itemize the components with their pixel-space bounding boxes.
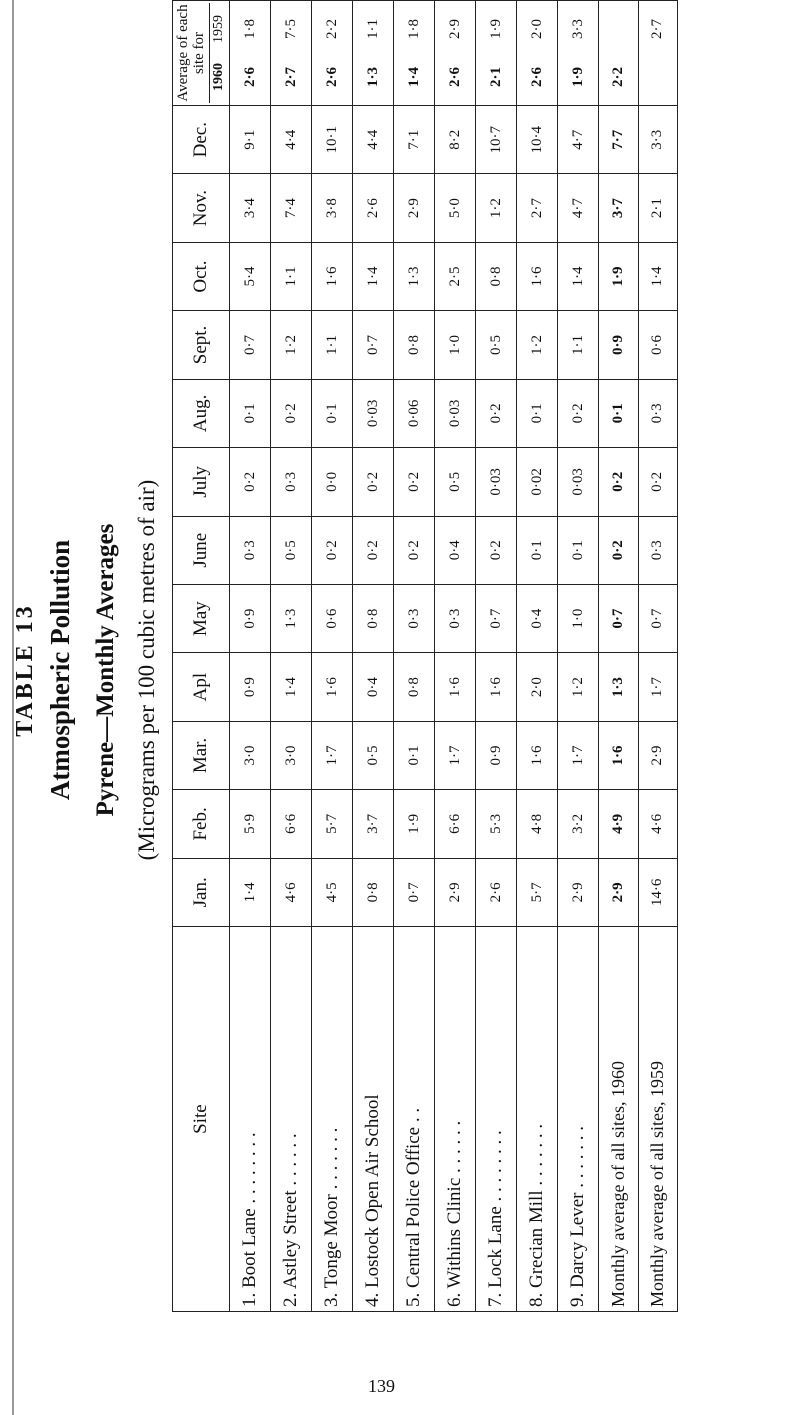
month-value: 0·7 xyxy=(599,584,638,652)
table-label: TABLE 13 xyxy=(12,603,38,737)
month-value: 0·7 xyxy=(638,584,677,652)
header-month: Feb. xyxy=(173,790,230,858)
month-value: 1·2 xyxy=(558,653,599,721)
average-1960-value: 2·6 xyxy=(241,66,258,87)
header-site: Site xyxy=(173,927,230,1312)
table-row xyxy=(517,1,558,1312)
month-value: 4·8 xyxy=(517,790,558,858)
month-value: 2·6 xyxy=(476,858,517,926)
month-value: 1·1 xyxy=(558,311,599,379)
header-month: July xyxy=(173,448,230,516)
average-year-1959: 1959 xyxy=(211,15,226,44)
month-value: 1·6 xyxy=(517,721,558,789)
table-row xyxy=(435,1,476,1312)
month-value: 4·7 xyxy=(558,105,599,173)
month-value: 0·5 xyxy=(435,448,476,516)
month-value: 2·9 xyxy=(394,174,435,242)
month-value: 1·4 xyxy=(271,653,312,721)
average-cell xyxy=(312,1,353,106)
month-value: 0·3 xyxy=(271,448,312,516)
month-value: 3·3 xyxy=(638,105,677,173)
month-value: 0·9 xyxy=(230,653,271,721)
month-value: 7·4 xyxy=(271,174,312,242)
month-value: 2·0 xyxy=(517,653,558,721)
month-value: 1·2 xyxy=(476,174,517,242)
month-value: 5·0 xyxy=(435,174,476,242)
average-cell xyxy=(435,1,476,106)
average-cell xyxy=(638,1,677,106)
month-value: 0·4 xyxy=(435,516,476,584)
summary-row xyxy=(599,1,638,1312)
month-value: 3·0 xyxy=(271,721,312,789)
month-value: 0·06 xyxy=(394,379,435,447)
month-value: 5·7 xyxy=(312,790,353,858)
month-value: 1·4 xyxy=(558,242,599,310)
site-name: 9. Darcy Lever . . . . . . . xyxy=(558,927,599,1312)
month-value: 3·4 xyxy=(230,174,271,242)
average-cell xyxy=(517,1,558,106)
table-row xyxy=(271,1,312,1312)
month-value: 10·4 xyxy=(517,105,558,173)
site-name: Monthly average of all sites, 1960 xyxy=(599,927,638,1312)
month-value: 5·9 xyxy=(230,790,271,858)
table-row xyxy=(394,1,435,1312)
month-value: 0·2 xyxy=(394,448,435,516)
month-value: 0·2 xyxy=(394,516,435,584)
month-value: 1·2 xyxy=(517,311,558,379)
month-value: 1·6 xyxy=(517,242,558,310)
average-cell xyxy=(230,1,271,106)
average-cell xyxy=(394,1,435,106)
average-1960-value: 2·1 xyxy=(487,66,504,87)
month-value: 9·1 xyxy=(230,105,271,173)
site-name: 7. Lock Lane . . . . . . . . xyxy=(476,927,517,1312)
month-value: 0·7 xyxy=(353,311,394,379)
average-cell xyxy=(599,1,638,106)
month-value: 1·7 xyxy=(558,721,599,789)
month-value: 0·3 xyxy=(230,516,271,584)
average-1960-value: 2·7 xyxy=(282,66,299,87)
average-1960-value: 2·6 xyxy=(446,66,463,87)
month-value: 0·1 xyxy=(230,379,271,447)
month-value: 0·2 xyxy=(271,379,312,447)
month-value: 1·7 xyxy=(435,721,476,789)
month-value: 1·0 xyxy=(558,584,599,652)
month-value: 0·02 xyxy=(517,448,558,516)
average-1959-value: 1·1 xyxy=(364,19,381,40)
month-value: 0·7 xyxy=(476,584,517,652)
month-value: 0·9 xyxy=(599,311,638,379)
average-cell xyxy=(476,1,517,106)
month-value: 4·4 xyxy=(271,105,312,173)
month-value: 0·5 xyxy=(353,721,394,789)
month-value: 2·5 xyxy=(435,242,476,310)
month-value: 0·5 xyxy=(271,516,312,584)
month-value: 0·2 xyxy=(230,448,271,516)
average-1960-value: 1·3 xyxy=(364,66,381,87)
average-1960-value: 2·6 xyxy=(528,66,545,87)
month-value: 6·6 xyxy=(435,790,476,858)
month-value: 0·8 xyxy=(353,858,394,926)
header-average xyxy=(173,1,230,106)
header-month: Sept. xyxy=(173,311,230,379)
month-value: 0·3 xyxy=(638,379,677,447)
month-value: 0·2 xyxy=(599,448,638,516)
table-row xyxy=(476,1,517,1312)
header-month: May xyxy=(173,584,230,652)
month-value: 0·3 xyxy=(435,584,476,652)
month-value: 0·2 xyxy=(476,379,517,447)
month-value: 0·03 xyxy=(353,379,394,447)
month-value: 0·0 xyxy=(312,448,353,516)
average-1959-value: 2·7 xyxy=(649,19,666,40)
month-value: 0·1 xyxy=(558,516,599,584)
month-value: 0·8 xyxy=(353,584,394,652)
table-row xyxy=(353,1,394,1312)
site-name: 4. Lostock Open Air School xyxy=(353,927,394,1312)
month-value: 0·2 xyxy=(312,516,353,584)
month-value: 4·6 xyxy=(638,790,677,858)
table-row xyxy=(558,1,599,1312)
page-subtitle: Pyrene—Monthly Averages xyxy=(92,523,119,817)
average-year-1960: 1960 xyxy=(211,63,226,91)
month-value: 5·4 xyxy=(230,242,271,310)
month-value: 0·1 xyxy=(517,516,558,584)
month-value: 1·9 xyxy=(599,242,638,310)
month-value: 0·7 xyxy=(394,858,435,926)
average-1960-value: 1·4 xyxy=(405,66,422,87)
month-value: 0·1 xyxy=(599,379,638,447)
month-value: 1·1 xyxy=(271,242,312,310)
header-month: June xyxy=(173,516,230,584)
month-value: 5·3 xyxy=(476,790,517,858)
site-name: 8. Grecian Mill . . . . . . . xyxy=(517,927,558,1312)
month-value: 4·6 xyxy=(271,858,312,926)
average-1960-value: 1·9 xyxy=(569,66,586,87)
site-name: Monthly average of all sites, 1959 xyxy=(638,927,677,1312)
month-value: 1·0 xyxy=(435,311,476,379)
average-cell xyxy=(558,1,599,106)
average-1959-value: 2·2 xyxy=(323,19,340,40)
month-value: 3·8 xyxy=(312,174,353,242)
average-1959-value: 3·3 xyxy=(569,19,586,40)
month-value: 1·3 xyxy=(394,242,435,310)
month-value: 10·7 xyxy=(476,105,517,173)
month-value: 14·6 xyxy=(638,858,677,926)
site-name: 1. Boot Lane . . . . . . . . xyxy=(230,927,271,1312)
month-value: 4·7 xyxy=(558,174,599,242)
site-name: 5. Central Police Office . . xyxy=(394,927,435,1312)
month-value: 2·1 xyxy=(638,174,677,242)
page-number: 139 xyxy=(368,1376,395,1396)
month-value: 0·2 xyxy=(638,448,677,516)
month-value: 0·3 xyxy=(638,516,677,584)
average-1959-value: 7·5 xyxy=(282,19,299,40)
month-value: 0·8 xyxy=(476,242,517,310)
month-value: 0·8 xyxy=(394,653,435,721)
month-value: 2·9 xyxy=(435,858,476,926)
month-value: 10·1 xyxy=(312,105,353,173)
table-body xyxy=(230,1,678,1312)
month-value: 1·3 xyxy=(599,653,638,721)
month-value: 3·7 xyxy=(599,174,638,242)
header-month: Jan. xyxy=(173,858,230,926)
month-value: 1·4 xyxy=(230,858,271,926)
units-note: (Micrograms per 100 cubic metres of air) xyxy=(134,479,159,861)
pyrene-table xyxy=(172,0,678,1312)
month-value: 1·7 xyxy=(638,653,677,721)
month-value: 1·6 xyxy=(476,653,517,721)
month-value: 1·2 xyxy=(271,311,312,379)
month-value: 0·6 xyxy=(638,311,677,379)
month-value: 4·9 xyxy=(599,790,638,858)
header-month: Mar. xyxy=(173,721,230,789)
average-1959-value: 2·0 xyxy=(528,19,545,40)
month-value: 4·5 xyxy=(312,858,353,926)
month-value: 0·2 xyxy=(599,516,638,584)
header-row xyxy=(173,1,230,1312)
month-value: 0·03 xyxy=(558,448,599,516)
month-value: 3·2 xyxy=(558,790,599,858)
month-value: 2·9 xyxy=(558,858,599,926)
month-value: 0·2 xyxy=(353,448,394,516)
average-cell xyxy=(353,1,394,106)
header-month: Oct. xyxy=(173,242,230,310)
month-value: 7·1 xyxy=(394,105,435,173)
month-value: 8·2 xyxy=(435,105,476,173)
month-value: 0·2 xyxy=(476,516,517,584)
month-value: 0·3 xyxy=(394,584,435,652)
average-1959-value: 1·8 xyxy=(405,19,422,40)
month-value: 0·1 xyxy=(312,379,353,447)
month-value: 1·7 xyxy=(312,721,353,789)
month-value: 2·6 xyxy=(353,174,394,242)
month-value: 1·1 xyxy=(312,311,353,379)
month-value: 1·9 xyxy=(394,790,435,858)
month-value: 0·1 xyxy=(394,721,435,789)
header-month: Aug. xyxy=(173,379,230,447)
site-name: 2. Astley Street . . . . . . xyxy=(271,927,312,1312)
month-value: 0·5 xyxy=(476,311,517,379)
table-row xyxy=(230,1,271,1312)
average-cell xyxy=(271,1,312,106)
month-value: 3·0 xyxy=(230,721,271,789)
month-value: 0·8 xyxy=(394,311,435,379)
average-1959-value: 1·8 xyxy=(241,19,258,40)
average-years xyxy=(209,3,227,103)
table-row xyxy=(312,1,353,1312)
month-value: 1·6 xyxy=(312,242,353,310)
average-1959-value: 2·9 xyxy=(446,19,463,40)
average-1959-value: 1·9 xyxy=(487,19,504,40)
month-value: 1·4 xyxy=(353,242,394,310)
month-value: 0·2 xyxy=(353,516,394,584)
month-value: 0·9 xyxy=(230,584,271,652)
month-value: 1·6 xyxy=(599,721,638,789)
month-value: 0·2 xyxy=(558,379,599,447)
header-month: Nov. xyxy=(173,174,230,242)
month-value: 5·7 xyxy=(517,858,558,926)
month-value: 4·4 xyxy=(353,105,394,173)
month-value: 1·4 xyxy=(638,242,677,310)
month-value: 0·03 xyxy=(476,448,517,516)
month-value: 0·4 xyxy=(517,584,558,652)
month-value: 2·9 xyxy=(599,858,638,926)
site-name: 3. Tonge Moor . . . . . . . xyxy=(312,927,353,1312)
header-month: Apl xyxy=(173,653,230,721)
month-value: 6·6 xyxy=(271,790,312,858)
month-value: 0·9 xyxy=(476,721,517,789)
month-value: 0·1 xyxy=(517,379,558,447)
summary-row xyxy=(638,1,677,1312)
month-value: 0·7 xyxy=(230,311,271,379)
month-value: 1·6 xyxy=(435,653,476,721)
month-value: 3·7 xyxy=(353,790,394,858)
month-value: 0·6 xyxy=(312,584,353,652)
average-1960-value: 2·2 xyxy=(610,66,627,87)
month-value: 1·3 xyxy=(271,584,312,652)
month-value: 7·7 xyxy=(599,105,638,173)
month-value: 1·6 xyxy=(312,653,353,721)
month-value: 2·7 xyxy=(517,174,558,242)
month-value: 2·9 xyxy=(638,721,677,789)
average-1960-value: 2·6 xyxy=(323,66,340,87)
site-name: 6. Withins Clinic . . . . . . xyxy=(435,927,476,1312)
average-label: Average of each site for xyxy=(175,4,207,102)
month-value: 0·4 xyxy=(353,653,394,721)
month-value: 0·03 xyxy=(435,379,476,447)
page-title: Atmospheric Pollution xyxy=(45,539,75,801)
header-month: Dec. xyxy=(173,105,230,173)
